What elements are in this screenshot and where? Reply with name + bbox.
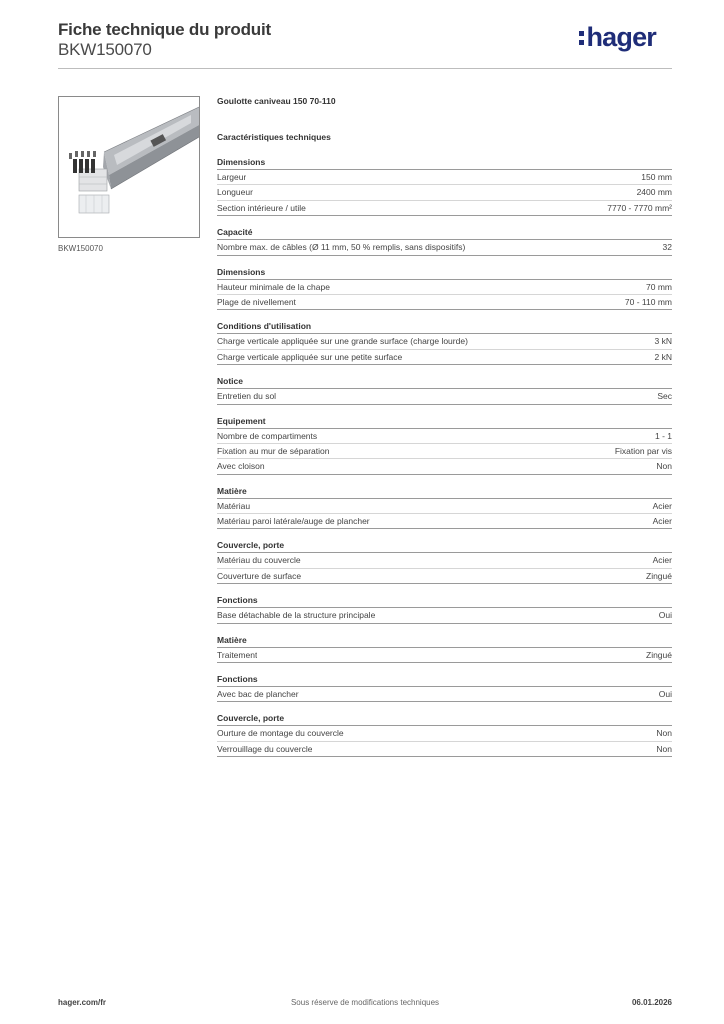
spec-value: Oui [658,689,672,700]
spec-group [217,156,672,216]
product-reference: BKW150070 [58,40,152,59]
spec-group [217,320,672,365]
spec-label: Matériau [217,500,251,511]
spec-group-title: Matière [217,634,672,648]
spec-group-title: Dimensions [217,156,672,170]
logo-text: hager [586,22,656,52]
spec-label: Matériau paroi latérale/auge de plancher [217,516,370,527]
spec-value: Acier [652,555,672,566]
spec-groups [217,156,672,757]
product-image [58,96,200,238]
spec-value: Acier [652,500,672,511]
spec-value: Sec [657,391,672,402]
spec-label: Matériau du couvercle [217,555,301,566]
spec-group [217,226,672,255]
spec-value: Non [656,461,672,472]
spec-label: Fixation au mur de séparation [217,445,330,456]
spec-label: Avec cloison [217,461,265,472]
spec-value: 70 - 110 mm [624,296,672,307]
spec-row [217,350,672,365]
spec-row [217,295,672,310]
logo-dots-icon [579,31,584,45]
hager-logo[interactable] [579,22,656,53]
spec-value: Acier [652,516,672,527]
spec-row [217,459,672,474]
spec-group [217,266,672,311]
spec-row [217,514,672,529]
spec-row [217,280,672,295]
spec-label: Nombre de compartiments [217,430,318,441]
spec-value: Zingué [646,570,672,581]
spec-row [217,499,672,514]
spec-section-title: Caractéristiques techniques [217,132,331,142]
spec-group [217,634,672,663]
spec-group [217,485,672,530]
spec-label: Charge verticale appliquée sur une grande surface (charge lourde) [217,336,468,347]
header-divider [58,68,672,69]
spec-group-title: Notice [217,375,672,389]
spec-value: Zingué [646,649,672,660]
spec-group [217,415,672,475]
spec-row [217,569,672,584]
page-header [58,20,672,70]
spec-value: 32 [662,242,672,253]
spec-group [217,594,672,623]
spec-value: 7770 - 7770 mm² [607,202,672,213]
image-caption: BKW150070 [58,244,103,253]
page-title: Fiche technique du produit [58,20,271,39]
spec-label: Entretien du sol [217,391,277,402]
spec-row [217,240,672,255]
spec-label: Plage de nivellement [217,296,296,307]
page-footer [58,998,672,1010]
spec-group [217,539,672,584]
spec-row [217,201,672,216]
spec-row [217,608,672,623]
spec-value: Non [656,728,672,739]
spec-row [217,553,672,568]
spec-value: Fixation par vis [614,445,672,456]
spec-row [217,185,672,200]
footer-website-link[interactable]: hager.com/fr [58,998,107,1007]
spec-row [217,742,672,757]
spec-label: Traitement [217,649,258,660]
spec-content [217,94,672,757]
spec-group-title: Equipement [217,415,672,429]
spec-row [217,687,672,702]
cable-trunking-product-image [59,97,199,237]
spec-group-title: Couvercle, porte [217,712,672,726]
spec-group-title: Couvercle, porte [217,539,672,553]
spec-group [217,712,672,757]
spec-row [217,648,672,663]
footer-disclaimer: Sous réserve de modifications techniques [290,998,440,1007]
product-name: Goulotte caniveau 150 70-110 [217,96,336,106]
footer-date: 06.01.2026 [631,998,672,1007]
spec-value: Oui [658,610,672,621]
spec-value: 2 kN [654,351,672,362]
spec-group [217,673,672,702]
spec-group-title: Fonctions [217,594,672,608]
spec-value: 2400 mm [636,187,672,198]
spec-group-title: Dimensions [217,266,672,280]
spec-value: 1 - 1 [654,430,672,441]
spec-group [217,375,672,404]
spec-label: Largeur [217,172,247,182]
spec-row [217,726,672,741]
spec-label: Couverture de surface [217,570,302,581]
spec-value: 150 mm [641,172,672,182]
spec-group-title: Matière [217,485,672,499]
spec-label: Ourture de montage du couvercle [217,728,344,739]
spec-label: Verrouillage du couvercle [217,743,313,754]
spec-group-title: Conditions d'utilisation [217,320,672,334]
spec-label: Nombre max. de câbles (Ø 11 mm, 50 % remplis, sans dispositifs) [217,242,466,253]
spec-label: Section intérieure / utile [217,202,306,213]
spec-value: Non [656,743,672,754]
spec-label: Charge verticale appliquée sur une petite surface [217,351,403,362]
spec-row [217,170,672,185]
spec-row [217,389,672,404]
spec-row [217,444,672,459]
spec-label: Hauteur minimale de la chape [217,281,330,292]
spec-group-title: Capacité [217,226,672,240]
spec-value: 3 kN [654,336,672,347]
spec-row [217,429,672,444]
spec-group-title: Fonctions [217,673,672,687]
spec-label: Longueur [217,187,253,198]
spec-label: Base détachable de la structure principale [217,610,376,621]
spec-row [217,334,672,349]
spec-label: Avec bac de plancher [217,689,299,700]
spec-value: 70 mm [646,281,672,292]
